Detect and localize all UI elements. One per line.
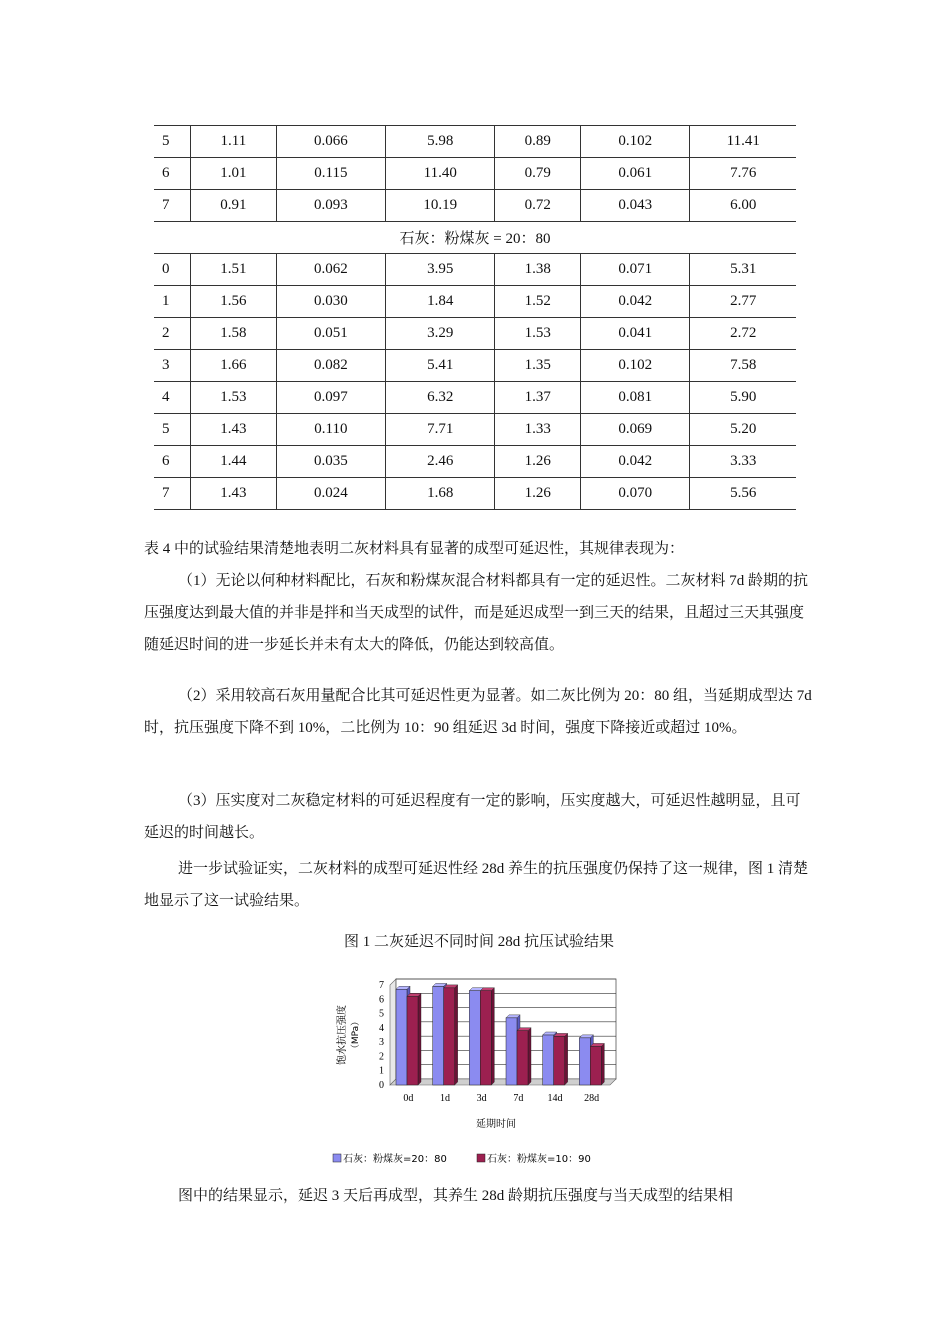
y-tick-label: 2 — [379, 1051, 384, 1063]
table-row — [154, 126, 796, 158]
conclusion-paragraph: 图中的结果显示，延迟 3 天后再成型，其养生 28d 龄期抗压强度与当天成型的结果相 — [178, 1188, 734, 1204]
table-row — [154, 190, 796, 222]
row-index-cell: 7 — [154, 478, 191, 510]
chart-side-wall — [390, 979, 396, 1085]
row-index-cell: 5 — [154, 126, 191, 158]
table-cell: 0.081 — [581, 382, 690, 414]
bar-side — [601, 1043, 604, 1085]
table-cell: 1.43 — [191, 478, 277, 510]
strength-bar-chart — [325, 965, 635, 1175]
y-tick-label: 5 — [379, 1008, 384, 1020]
table-cell: 5.31 — [690, 254, 796, 286]
table-cell: 1.43 — [191, 414, 277, 446]
y-tick-label: 0 — [379, 1080, 384, 1091]
y-tick-label: 6 — [379, 994, 384, 1006]
figure-caption: 图 1 二灰延迟不同时间 28d 抗压试验结果 — [343, 934, 614, 950]
x-tick-label: 1d — [440, 1093, 450, 1104]
summary-paragraph: 进一步试验证实，二灰材料的成型可延迟性经 28d 养生的抗压强度仍保持了这一规律，图 1 清楚地显示了这一试验结果。 — [144, 861, 809, 909]
x-tick-label: 7d — [513, 1093, 524, 1104]
table-cell: 3.29 — [386, 318, 495, 350]
table-cell: 7.58 — [690, 350, 796, 382]
table-row — [154, 414, 796, 446]
table-cell: 0.89 — [495, 126, 581, 158]
table-cell: 1.35 — [495, 350, 581, 382]
bar — [579, 1038, 590, 1085]
table-cell: 5.90 — [690, 382, 796, 414]
section-row — [154, 222, 796, 254]
row-index-cell: 2 — [154, 318, 191, 350]
table-cell: 0.066 — [276, 126, 385, 158]
table-cell: 2.46 — [386, 446, 495, 478]
table-cell: 0.030 — [276, 286, 385, 318]
table-row — [154, 478, 796, 510]
point-1-paragraph: （1）无论以何种材料配比，石灰和粉煤灰混合材料都具有一定的延迟性。二灰材料 7d 龄期的抗压强度达到最大值的并非是拌和当天成型的试件，而是延迟成型一到三天的结果，且超过三天其强度随延迟时间的进一步延长并未有太大的降低，仍能达到较高值。 — [144, 573, 809, 653]
table-cell: 0.043 — [581, 190, 690, 222]
row-index-cell: 0 — [154, 254, 191, 286]
table-cell: 1.58 — [191, 318, 277, 350]
point-3-paragraph: （3）压实度对二灰稳定材料的可延迟程度有一定的影响，压实度越大，可延迟性越明显，且可延迟的时间越长。 — [144, 793, 801, 841]
table-row — [154, 382, 796, 414]
x-tick-label: 0d — [403, 1093, 414, 1104]
table-cell: 0.041 — [581, 318, 690, 350]
table-cell: 1.01 — [191, 158, 277, 190]
bar — [543, 1035, 554, 1085]
table-cell: 0.91 — [191, 190, 277, 222]
table-cell: 0.115 — [276, 158, 385, 190]
section-label: 石灰：粉煤灰 = 20：80 — [154, 222, 796, 254]
row-index-cell: 7 — [154, 190, 191, 222]
intro-paragraph: 表 4 中的试验结果清楚地表明二灰材料具有显著的成型可延迟性，其规律表现为： — [144, 541, 685, 557]
table-cell: 1.33 — [495, 414, 581, 446]
table-row — [154, 318, 796, 350]
table-cell: 11.40 — [386, 158, 495, 190]
table-cell: 0.035 — [276, 446, 385, 478]
table-cell: 10.19 — [386, 190, 495, 222]
results-table — [154, 125, 796, 510]
table-cell: 2.77 — [690, 286, 796, 318]
legend-label: 石灰：粉煤灰=10：90 — [487, 1154, 591, 1165]
table-cell: 0.72 — [495, 190, 581, 222]
table-cell: 1.66 — [191, 350, 277, 382]
bar — [554, 1036, 565, 1085]
table-cell: 1.52 — [495, 286, 581, 318]
table-cell: 5.41 — [386, 350, 495, 382]
table-cell: 1.53 — [495, 318, 581, 350]
table-cell: 5.56 — [690, 478, 796, 510]
table-cell: 1.38 — [495, 254, 581, 286]
table-cell: 11.41 — [690, 126, 796, 158]
table-cell: 1.51 — [191, 254, 277, 286]
table-cell: 3.33 — [690, 446, 796, 478]
y-tick-label: 4 — [379, 1022, 384, 1034]
row-index-cell: 3 — [154, 350, 191, 382]
table-cell: 1.56 — [191, 286, 277, 318]
table-cell: 1.26 — [495, 446, 581, 478]
bar-side — [418, 993, 421, 1085]
y-axis-unit: （MPa） — [351, 1016, 361, 1054]
x-tick-label: 28d — [584, 1093, 600, 1104]
bar — [444, 988, 455, 1085]
table-cell: 0.051 — [276, 318, 385, 350]
table-cell: 0.061 — [581, 158, 690, 190]
x-axis-label: 延期时间 — [476, 1119, 516, 1130]
table-cell: 0.071 — [581, 254, 690, 286]
table-row — [154, 350, 796, 382]
bar-side — [528, 1028, 531, 1085]
table-cell: 6.32 — [386, 382, 495, 414]
row-index-cell: 6 — [154, 446, 191, 478]
table-cell: 0.062 — [276, 254, 385, 286]
y-axis-label: 饱水抗压强度 — [337, 1005, 348, 1065]
bar-side — [565, 1033, 568, 1085]
legend-swatch — [477, 1154, 485, 1162]
table-cell: 0.110 — [276, 414, 385, 446]
table-cell: 1.53 — [191, 382, 277, 414]
table-cell: 0.042 — [581, 286, 690, 318]
table-cell: 0.102 — [581, 126, 690, 158]
table-cell: 0.097 — [276, 382, 385, 414]
table-cell: 1.11 — [191, 126, 277, 158]
y-tick-label: 3 — [379, 1037, 384, 1049]
table-row — [154, 254, 796, 286]
bar-side — [455, 985, 458, 1085]
bar — [433, 986, 444, 1085]
table-cell: 0.093 — [276, 190, 385, 222]
table-cell: 7.76 — [690, 158, 796, 190]
table-row — [154, 158, 796, 190]
row-index-cell: 5 — [154, 414, 191, 446]
table-cell: 1.26 — [495, 478, 581, 510]
table-cell: 7.71 — [386, 414, 495, 446]
bar-side — [491, 988, 494, 1085]
bar — [469, 991, 480, 1085]
bar — [517, 1031, 528, 1085]
table-cell: 0.102 — [581, 350, 690, 382]
y-tick-label: 1 — [379, 1065, 384, 1077]
table-row — [154, 286, 796, 318]
table-cell: 0.024 — [276, 478, 385, 510]
point-2-paragraph: （2）采用较高石灰用量配合比其可延迟性更为显著。如二灰比例为 20：80 组，当延期成型达 7d 时，抗压强度下降不到 10%，二比例为 10：90 组延迟 3d 时间，强度下降接近或超过 10%。 — [144, 688, 812, 736]
row-index-cell: 6 — [154, 158, 191, 190]
table-cell: 0.069 — [581, 414, 690, 446]
table-row — [154, 446, 796, 478]
table-cell: 0.79 — [495, 158, 581, 190]
table-cell: 5.20 — [690, 414, 796, 446]
y-tick-label: 7 — [379, 980, 384, 991]
bar — [407, 996, 418, 1085]
bar — [396, 989, 407, 1085]
table-cell: 1.37 — [495, 382, 581, 414]
table-cell: 0.042 — [581, 446, 690, 478]
table-cell: 1.84 — [386, 286, 495, 318]
bar — [506, 1018, 517, 1085]
legend-label: 石灰：粉煤灰=20：80 — [343, 1154, 447, 1165]
table-cell: 1.68 — [386, 478, 495, 510]
table-cell: 3.95 — [386, 254, 495, 286]
bar — [480, 991, 491, 1085]
row-index-cell: 4 — [154, 382, 191, 414]
table-cell: 2.72 — [690, 318, 796, 350]
x-tick-label: 14d — [547, 1093, 563, 1104]
legend-swatch — [333, 1154, 341, 1162]
table-cell: 1.44 — [191, 446, 277, 478]
table-cell: 6.00 — [690, 190, 796, 222]
row-index-cell: 1 — [154, 286, 191, 318]
x-tick-label: 3d — [476, 1093, 487, 1104]
table-cell: 0.082 — [276, 350, 385, 382]
bar — [590, 1046, 601, 1085]
table-cell: 0.070 — [581, 478, 690, 510]
table-cell: 5.98 — [386, 126, 495, 158]
